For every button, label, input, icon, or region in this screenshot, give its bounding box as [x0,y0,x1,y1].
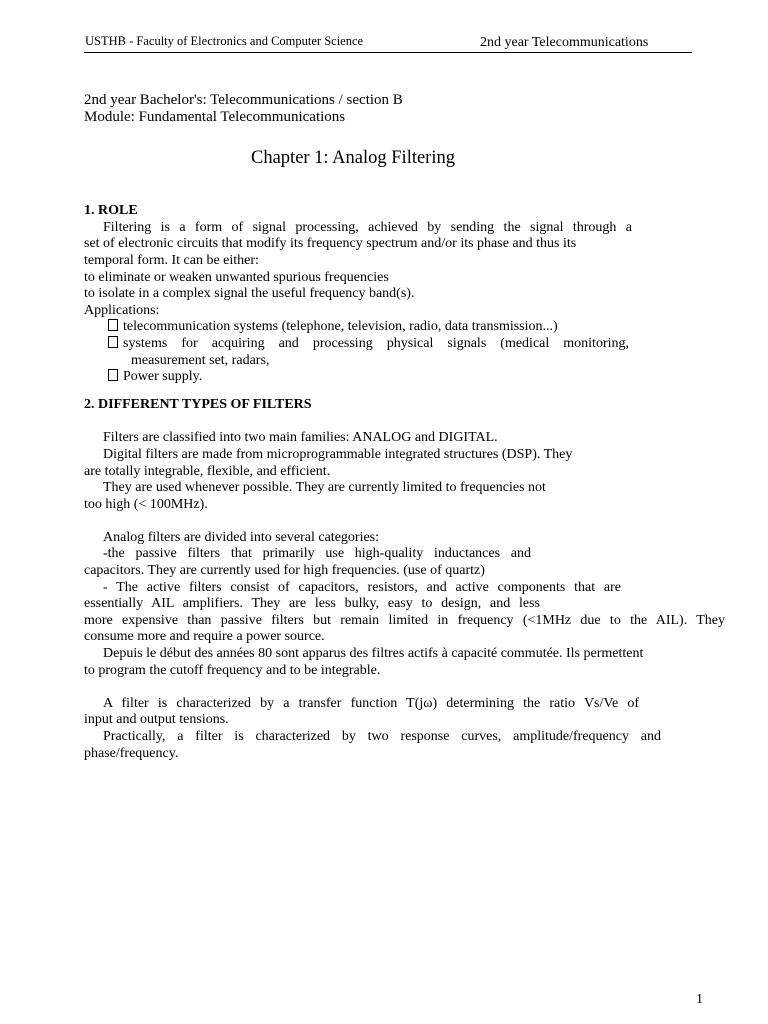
paragraph-line: are totally integrable, flexible, and efficient. [84,463,331,479]
paragraph-line: to eliminate or weaken unwanted spurious frequencies [84,269,389,285]
paragraph-line: - The active filters consist of capacitors, resistors, and active components that are [103,579,621,595]
list-item-continuation: measurement set, radars, [131,352,270,368]
paragraph-line: input and output tensions. [84,712,229,728]
list-item [84,369,726,386]
list-item [84,319,726,336]
header-right-text: 2nd year Telecommunications [480,35,649,50]
paragraph-line: Filtering is a form of signal processing, achieved by sending the signal through a [103,219,632,235]
paragraph-line: Digital filters are made from microprogrammable integrated structures (DSP). They [103,446,573,462]
paragraph-line: consume more and require a power source. [84,629,325,645]
applications-label: Applications: [84,302,160,318]
intro-line-module: Module: Fundamental Telecommunications [84,108,346,125]
paragraph-line: too high (< 100MHz). [84,496,208,512]
paragraph-line: phase/frequency. [84,745,179,761]
chapter-title: Chapter 1: Analog Filtering [251,148,455,168]
paragraph-line: to isolate in a complex signal the useful frequency band(s). [84,286,415,302]
paragraph-line: to program the cutoff frequency and to be integrable. [84,662,381,678]
header-left-text: USTHB - Faculty of Electronics and Computer Science [85,34,364,48]
document-body [84,92,726,762]
paragraph-line: A filter is characterized by a transfer function T(jω) determining the ratio Vs/Ve of [103,695,639,711]
list-item [84,336,629,353]
paragraph-line: Analog filters are divided into several categories: [103,529,380,545]
page-number: 1 [696,992,703,1007]
paragraph-line: Filters are classified into two main families: ANALOG and DIGITAL. [103,430,498,446]
paragraph-line: temporal form. It can be either: [84,252,259,268]
paragraph-line: set of electronic circuits that modify its frequency spectrum and/or its phase and thus its [84,236,577,252]
paragraph-line: essentially AIL amplifiers. They are less bulky, easy to design, and less [84,596,540,612]
paragraph-line: Depuis le début des années 80 sont apparus des filtres actifs à capacité commutée. Ils permettent [103,646,644,662]
header-rule [84,52,692,53]
list-item-text: telecommunication systems (telephone, television, radio, data transmission...) [123,319,558,335]
bullet-box-icon [108,369,118,381]
paragraph-line: They are used whenever possible. They are currently limited to frequencies not [103,480,546,496]
section2-heading: 2. DIFFERENT TYPES OF FILTERS [84,396,312,412]
paragraph-line: more expensive than passive filters but remain limited in frequency (<1MHz due to the AIL). They [84,612,725,628]
list-item-text: systems for acquiring and processing physical signals (medical monitoring, [123,335,629,351]
paragraph-line: capacitors. They are currently used for high frequencies. (use of quartz) [84,563,485,579]
bullet-box-icon [108,319,118,331]
bullet-box-icon [108,336,118,348]
paragraph-line: Practically, a filter is characterized by two response curves, amplitude/frequency and [103,729,661,744]
section1-heading: 1. ROLE [84,203,138,219]
list-item-text: Power supply. [123,369,203,385]
paragraph-line: -the passive filters that primarily use high-quality inductances and [103,546,531,562]
intro-line-program: 2nd year Bachelor's: Telecommunications / section B [84,92,403,108]
